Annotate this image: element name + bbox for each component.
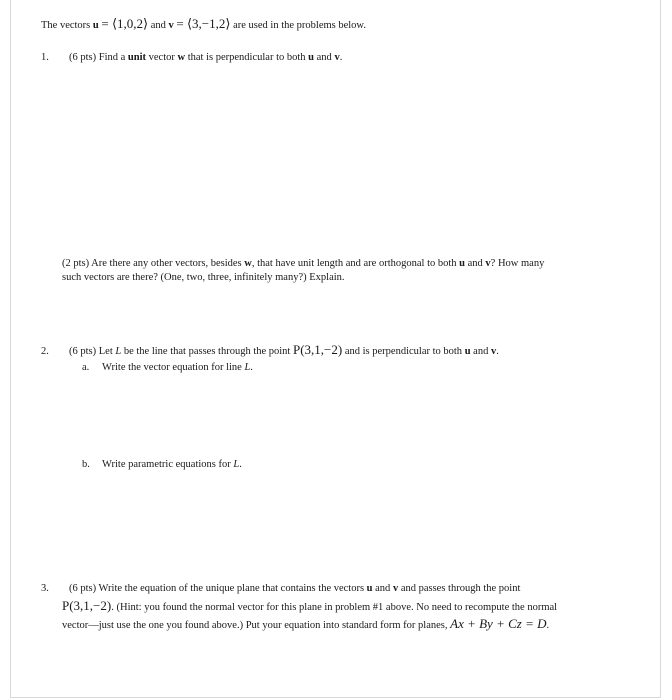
problem-2-v: v xyxy=(490,346,497,357)
problem-1-u: u xyxy=(308,52,315,63)
intro-line xyxy=(41,16,366,33)
followup-text-a: (2 pts) Are there any other vectors, besides xyxy=(62,258,242,269)
intro-v-label: v xyxy=(168,20,174,31)
intro-v-value: = ⟨3,−1,2⟩ xyxy=(176,16,231,31)
problem-3-line-2 xyxy=(62,598,557,615)
part-a-label: a. xyxy=(82,362,90,373)
problem-1-number: 1. xyxy=(41,52,49,63)
worksheet-page xyxy=(10,0,661,698)
followup-w: w xyxy=(244,258,252,269)
problem-2-u: u xyxy=(464,346,471,357)
intro-prefix: The vectors xyxy=(41,20,91,31)
problem-3-text-b: and passes through the point xyxy=(400,583,521,594)
problem-2-L: L xyxy=(115,346,122,357)
problem-2-point: P(3,1,−2) xyxy=(292,342,343,357)
problem-1-statement xyxy=(41,50,342,65)
followup-u: u xyxy=(459,258,465,269)
intro-suffix: are used in the problems below. xyxy=(233,20,366,31)
intro-and: and xyxy=(150,20,166,31)
problem-3-line-3-end: . xyxy=(546,620,550,631)
part-a-text: Write the vector equation for line xyxy=(102,362,242,373)
problem-3-u: u xyxy=(366,583,373,594)
problem-2-statement xyxy=(41,342,499,359)
problem-1-rest: that is perpendicular to both xyxy=(187,52,306,63)
problem-1-period: . xyxy=(339,52,343,63)
problem-2-and: and xyxy=(473,346,489,357)
problem-2-text-c: and is perpendicular to both xyxy=(344,346,463,357)
followup-text-b: , that have unit length and are orthogonal to both xyxy=(251,258,457,269)
problem-3-line-1 xyxy=(41,581,520,596)
followup-text-c: ? How many xyxy=(490,258,545,269)
problem-2-part-b xyxy=(82,457,242,472)
problem-1-w-label: w xyxy=(177,52,186,63)
part-b-text: Write parametric equations for xyxy=(102,459,231,470)
problem-1-vector-text: vector xyxy=(148,52,175,63)
followup-v: v xyxy=(485,258,491,269)
problem-3-v: v xyxy=(392,583,399,594)
problem-1-followup-line-2 xyxy=(62,270,345,285)
problem-2-number: 2. xyxy=(41,346,49,357)
problem-2-part-a xyxy=(82,360,253,375)
problem-3-text-a: (6 pts) Write the equation of the unique plane that contains the vectors xyxy=(69,583,365,594)
intro-u-value: = ⟨1,0,2⟩ xyxy=(101,16,149,31)
problem-3-line-2-rest: . (Hint: you found the normal vector for this plane in problem #1 above. No need to recompute the normal xyxy=(111,602,558,613)
problem-3-point: P(3,1,−2) xyxy=(62,598,112,613)
part-a-period: . xyxy=(250,362,253,373)
problem-1-v: v xyxy=(334,52,340,63)
problem-3-line-3 xyxy=(62,616,549,633)
problem-1-and: and xyxy=(316,52,332,63)
problem-3-equation: Ax + By + Cz = D xyxy=(450,616,547,631)
followup-line-2-text: such vectors are there? (One, two, three, infinitely many?) Explain. xyxy=(62,272,345,283)
problem-3-and: and xyxy=(375,583,391,594)
part-b-period: . xyxy=(239,459,242,470)
problem-3-number: 3. xyxy=(41,583,49,594)
problem-1-unit-word: unit xyxy=(127,52,147,63)
part-b-label: b. xyxy=(82,459,90,470)
intro-u-label: u xyxy=(92,20,99,31)
problem-2-text-a: (6 pts) Let xyxy=(69,346,113,357)
part-a-L: L xyxy=(244,362,251,373)
problem-2-text-b: be the line that passes through the point xyxy=(123,346,291,357)
problem-3-line-3-text: vector—just use the one you found above.) Put your equation into standard form for planes, xyxy=(62,620,448,631)
problem-1-followup-line-1 xyxy=(62,256,544,271)
part-b-L: L xyxy=(233,459,240,470)
followup-and: and xyxy=(467,258,483,269)
problem-2-period: . xyxy=(496,346,499,357)
problem-1-points: (6 pts) Find a xyxy=(69,52,126,63)
